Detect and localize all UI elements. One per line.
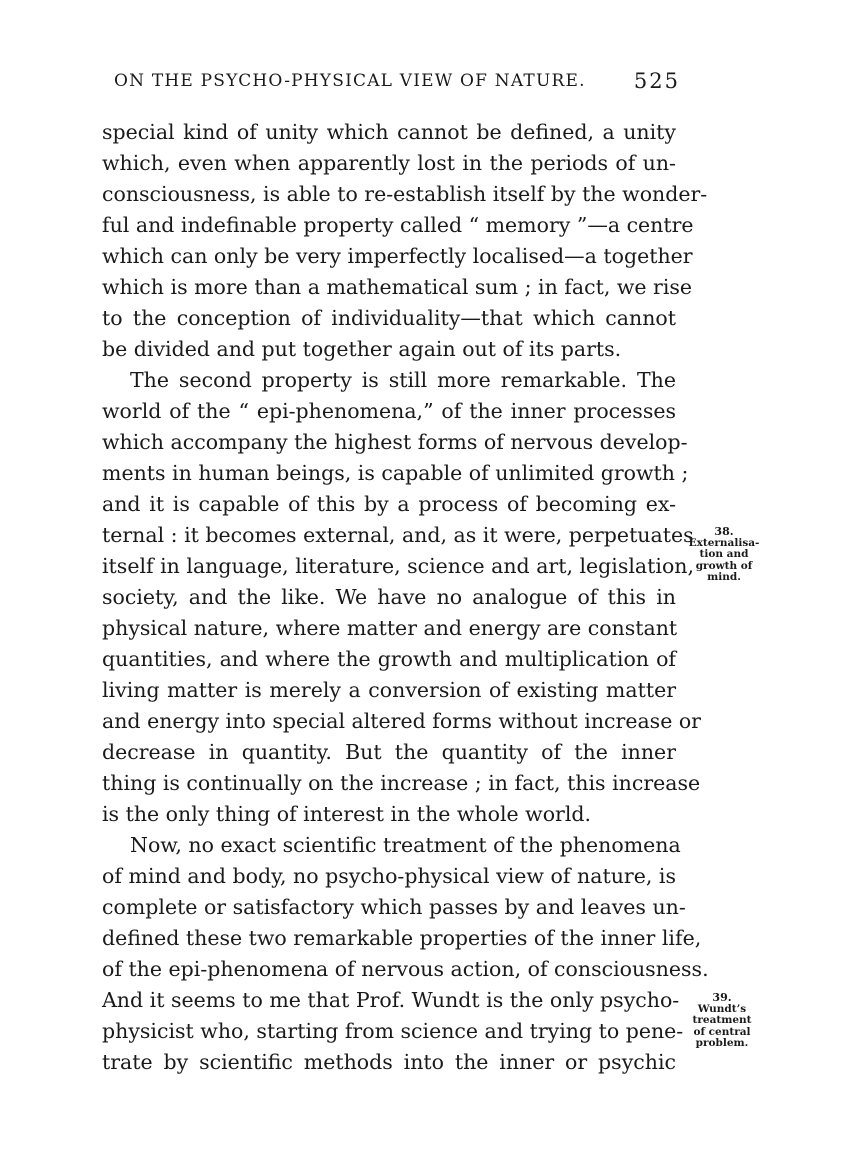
text-line: trate by scientific methods into the inner or psychic <box>102 1050 676 1074</box>
text-line: quantities, and where the growth and multiplication of <box>102 647 676 671</box>
margin-note-line: problem. <box>695 1037 749 1049</box>
text-line: defined these two remarkable properties of the inner life, <box>102 926 702 950</box>
page-header <box>114 66 680 96</box>
margin-note-number: 39. <box>712 991 732 1004</box>
text-line: which can only be very imperfectly localised—a together <box>102 244 693 268</box>
running-head: ON THE PSYCHO-PHYSICAL VIEW OF NATURE. <box>114 71 586 91</box>
margin-note-line: tion and <box>699 548 749 560</box>
text-line: decrease in quantity. But the quantity of the inner <box>102 740 676 764</box>
text-line: consciousness, is able to re-establish itself by the wonder- <box>102 182 708 206</box>
text-line: of mind and body, no psycho-physical view of nature, is <box>102 864 676 888</box>
paragraph-start-line: Now, no exact scientific treatment of the phenomena <box>130 833 681 857</box>
text-line: thing is continually on the increase ; in fact, this increase <box>102 771 701 795</box>
text-line: ternal : it becomes external, and, as it were, perpetuates <box>102 523 694 547</box>
margin-note-line: mind. <box>707 571 741 583</box>
text-line: be divided and put together again out of its parts. <box>102 337 622 361</box>
text-line: of the epi-phenomena of nervous action, of consciousness. <box>102 957 709 981</box>
margin-note-line: Externalisa- <box>688 536 760 549</box>
text-line: physical nature, where matter and energy are constant <box>102 616 678 640</box>
text-line: and it is capable of this by a process of becoming ex- <box>102 492 676 516</box>
text-line: special kind of unity which cannot be defined, a unity <box>102 120 676 144</box>
text-line: ful and indefinable property called “ memory ”—a centre <box>102 213 694 237</box>
text-line: And it seems to me that Prof. Wundt is the only psycho- <box>102 988 680 1012</box>
paragraph-start-line: The second property is still more remarkable. The <box>130 368 676 392</box>
text-line: and energy into special altered forms without increase or <box>102 709 701 733</box>
text-line: is the only thing of interest in the whole world. <box>102 802 592 826</box>
margin-note-line: growth of <box>695 559 753 572</box>
text-line: society, and the like. We have no analogue of this in <box>102 585 676 609</box>
page-number: 525 <box>633 69 680 93</box>
margin-note-line: Wundt’s <box>697 1002 747 1015</box>
margin-note-38 <box>678 526 770 584</box>
text-line: living matter is merely a conversion of existing matter <box>102 678 676 702</box>
text-line: which, even when apparently lost in the periods of un- <box>102 151 676 175</box>
margin-note-line: of central <box>693 1025 751 1038</box>
text-line: ments in human beings, is capable of unlimited growth ; <box>102 461 689 485</box>
text-line: world of the “ epi-phenomena,” of the inner processes <box>102 399 676 423</box>
text-line: which is more than a mathematical sum ; in fact, we rise <box>102 275 693 299</box>
margin-note-39 <box>676 992 768 1050</box>
text-line: complete or satisfactory which passes by and leaves un- <box>102 895 686 919</box>
margin-note-number: 38. <box>714 525 734 538</box>
body-text <box>102 117 709 1078</box>
text-line: physicist who, starting from science and trying to pene- <box>102 1019 684 1043</box>
text-line: to the conception of individuality—that which cannot <box>102 306 676 330</box>
text-line: which accompany the highest forms of nervous develop- <box>102 430 688 454</box>
margin-note-line: treatment <box>692 1014 752 1026</box>
text-line: itself in language, literature, science and art, legislation, <box>102 554 695 578</box>
